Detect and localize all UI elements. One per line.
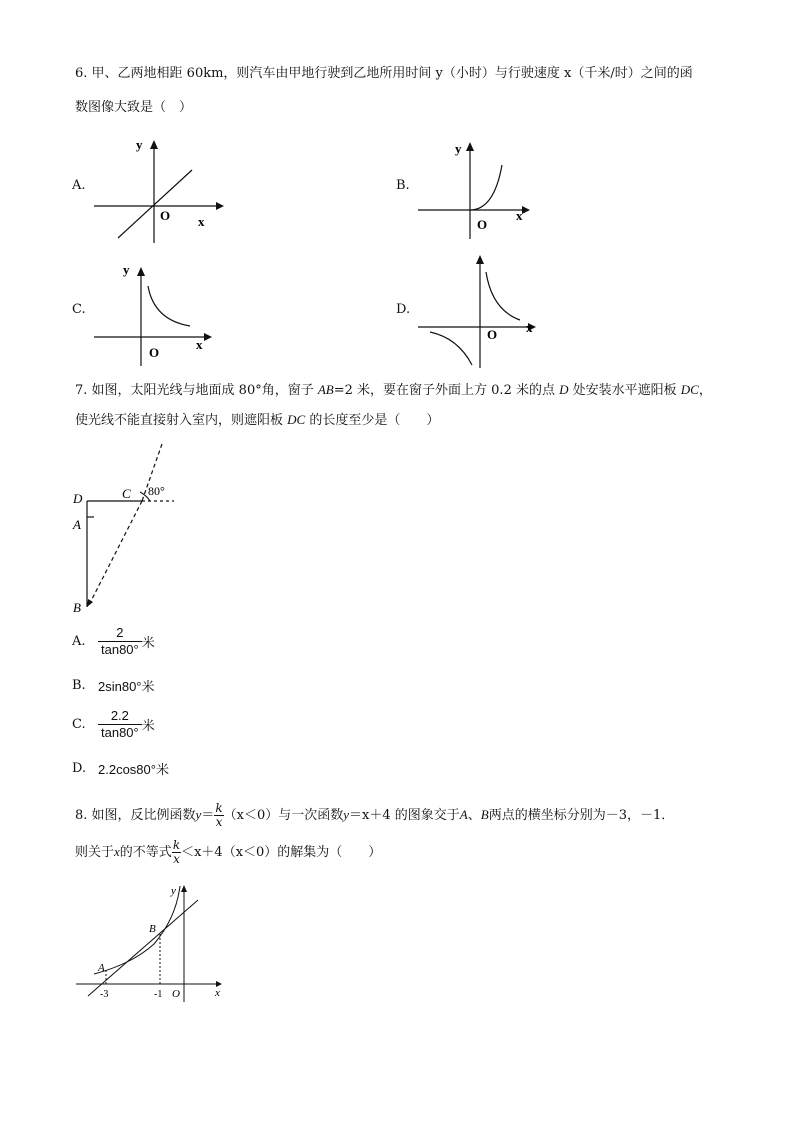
q7-l2-b: 的长度至少是（ ） <box>305 413 440 428</box>
q8-l1-eq2: ＝x＋4 的图象交于 <box>349 808 460 823</box>
q7-option-c-fraction <box>98 708 142 741</box>
q7-l1-a: 7. 如图，太阳光线与地面成 80°角，窗子 <box>75 383 318 398</box>
q7-stem-line2 <box>75 410 439 431</box>
q7-option-c-num: 2.2 <box>98 708 142 725</box>
q7-option-a-unit: 米 <box>141 636 155 651</box>
q8-figure <box>72 880 232 1010</box>
q7-option-a-num: 2 <box>98 625 142 642</box>
q8-label-b: B <box>149 923 156 935</box>
q7-l1-c: 处安装水平遮阳板 <box>568 383 681 398</box>
q7-option-a-fraction <box>98 625 142 658</box>
q6-option-c-graph <box>90 258 230 368</box>
q6c-origin-label: O <box>149 345 160 360</box>
q7-figure <box>70 440 200 620</box>
q7-option-b-text: 2sin80°米 <box>98 679 155 694</box>
q8-l2-c: ＜x＋4（x＜0）的解集为（ ） <box>181 845 382 860</box>
q7-option-c[interactable] <box>72 708 155 741</box>
q8-stem-line2 <box>75 832 381 873</box>
q8-l1-end: 两点的横坐标分别为－3，－1． <box>488 808 675 823</box>
q7-label-b: B <box>73 600 81 615</box>
q6-option-b-label[interactable]: B. <box>396 178 410 193</box>
q7-option-d-label: D. <box>72 761 87 776</box>
q6d-origin-label: O <box>487 327 498 342</box>
q6a-origin-label: O <box>160 208 171 223</box>
q8-l2-b: 的不等式 <box>119 845 172 860</box>
q8-l1-a: 8. 如图，反比例函数 <box>75 808 196 823</box>
q7-option-d[interactable] <box>72 759 169 778</box>
q7-option-a-den: tan80° <box>101 642 139 657</box>
q6a-x-label: x <box>198 214 205 229</box>
q8-l1-y: y <box>195 807 202 822</box>
q7-l1-dc: DC <box>680 382 699 397</box>
q6d-x-label: x <box>526 320 533 335</box>
q7-option-b[interactable] <box>72 676 155 695</box>
q6b-x-label: x <box>516 208 523 223</box>
q8-stem-line1 <box>75 795 674 836</box>
q7-l1-b: =2 米，要在窗子外面上方 0.2 米的点 <box>333 383 560 398</box>
q6-option-d-graph <box>414 250 554 370</box>
q6-option-b-graph <box>414 135 554 245</box>
q7-option-c-label: C. <box>72 717 86 732</box>
q7-label-a: A <box>73 517 81 532</box>
q8-l1-eq: ＝ <box>201 808 215 823</box>
q7-l1-end: ， <box>698 383 712 398</box>
q8-label-x: x <box>215 987 220 999</box>
q8-l1-fraction <box>214 802 223 829</box>
q6-option-a-graph <box>90 135 230 245</box>
q6-option-a-label[interactable]: A. <box>72 178 86 193</box>
q7-option-c-den: tan80° <box>101 725 139 740</box>
q8-l2-a: 则关于 <box>75 845 115 860</box>
q7-label-c: C <box>122 486 131 501</box>
q8-l1-y2: y <box>343 807 350 822</box>
q6c-y-label: y <box>123 262 130 277</box>
q7-option-b-label: B. <box>72 678 86 693</box>
q8-l2-x: x <box>114 844 120 859</box>
q8-l1-sep: 、 <box>467 808 481 823</box>
q8-l1-x: x <box>215 815 223 829</box>
q7-label-angle: 80° <box>148 484 165 498</box>
q6-option-c-label[interactable]: C. <box>72 302 86 317</box>
q6a-y-label: y <box>136 137 143 152</box>
q7-stem-line1 <box>75 380 712 401</box>
q7-label-d: D <box>73 491 83 506</box>
q8-l1-k: k <box>215 801 223 815</box>
q6-stem-line2: 数图像大致是（ ） <box>75 100 193 115</box>
q6-option-d-label[interactable]: D. <box>396 302 411 317</box>
q8-label-o: O <box>172 988 180 1000</box>
q8-label-a: A <box>98 962 105 974</box>
q7-option-a-label: A. <box>72 634 86 649</box>
q7-l2-dc: DC <box>287 412 306 427</box>
q7-option-c-unit: 米 <box>141 719 155 734</box>
q7-l1-ab: AB <box>317 382 334 397</box>
q6-stem-line1: 6. 甲、乙两地相距 60km，则汽车由甲地行驶到乙地所用时间 y（小时）与行驶速度 x（千米/时）之间的函 <box>75 66 693 81</box>
q8-label-m1: -1 <box>154 989 163 1000</box>
q7-option-a[interactable] <box>72 625 155 658</box>
q6b-origin-label: O <box>477 217 488 232</box>
q8-l1-B: B <box>480 807 489 822</box>
q8-label-m3: -3 <box>100 989 109 1000</box>
q8-label-y: y <box>171 885 176 897</box>
q8-l2-xd: x <box>173 852 180 866</box>
q8-l1-A: A <box>459 807 468 822</box>
q6b-y-label: y <box>455 141 462 156</box>
q7-option-d-text: 2.2cos80°米 <box>98 762 169 777</box>
q8-l1-cond: （x＜0）与一次函数 <box>223 808 344 823</box>
q7-l1-d: D <box>559 382 569 397</box>
q8-l2-fraction <box>172 839 181 866</box>
q8-l2-k: k <box>172 838 181 852</box>
q6c-x-label: x <box>196 337 203 352</box>
q7-l2-a: 使光线不能直接射入室内，则遮阳板 <box>75 413 288 428</box>
